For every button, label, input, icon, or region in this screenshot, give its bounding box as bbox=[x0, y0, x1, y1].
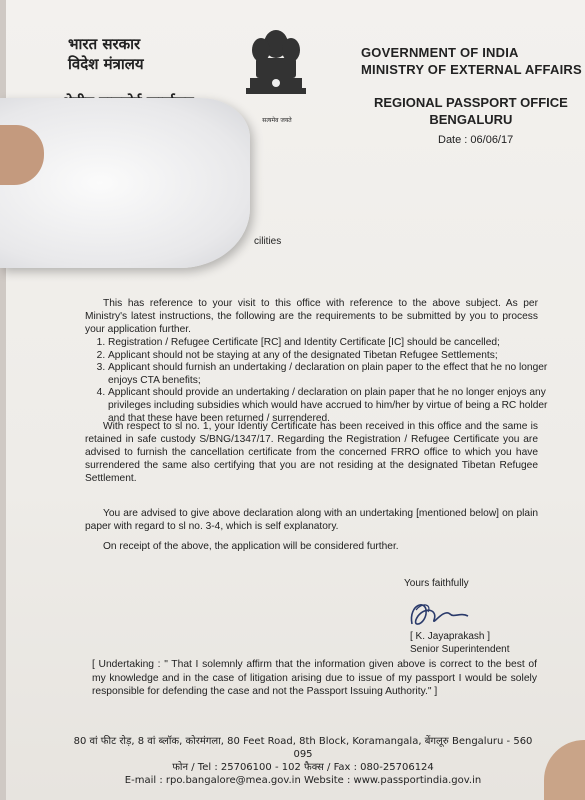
list-item: 2. Applicant should not be staying at any of the designated Tibetan Refugee Settlements; bbox=[108, 350, 553, 363]
subject-fragment: cilities bbox=[254, 236, 282, 247]
hindi-govt-line: भारत सरकार bbox=[68, 35, 141, 53]
list-item: 3. Applicant should furnish an undertaking / declaration on plain paper to the effect that he no longer enjoys CTA benefits; bbox=[108, 362, 553, 387]
footer-address bbox=[68, 735, 538, 787]
undertaking-text: [ Undertaking : " That I solemnly affirm that the information given above is correct to the best of my knowledge and in the case of litigation arising due to issue of my passport I would be solely responsible for defending the case and not the Passport Issuing Authority." ] bbox=[92, 659, 537, 697]
intro-paragraph: This has reference to your visit to this office with reference to the above subject. As per Ministry's latest instructions, the following are the requirements to be submitted by you to process your application further. bbox=[85, 298, 538, 335]
identity-certificate-paragraph: With respect to sl no. 1, your Identiy Certificate has been received in this office and the same is retained in safe custody S/BNG/1347/17. Regarding the Registration / Refugee Certificate you are advised to furnish the cancellation certificate from the concerned FRRO office to which you have surrendered the same also certifying that you are not residing at the designated Tibetan Refugee Settlement. bbox=[85, 421, 538, 484]
receipt-paragraph: On receipt of the above, the application will be considered further. bbox=[103, 541, 399, 552]
national-emblem-icon bbox=[242, 22, 310, 114]
address-line: 80 वां फीट रोड़, 8 वां ब्लॉक, कोरमंगला, 80 Feet Road, 8th Block, Koramangala, बेंगलूरु Bengaluru - 560 095 bbox=[73, 736, 533, 760]
hindi-letterhead bbox=[68, 34, 144, 74]
declaration-paragraph: You are advised to give above declaration along with an undertaking [mentioned below] on plain paper with regard to sl no. 3-4, which is self explanatory. bbox=[85, 508, 538, 532]
office-line1: REGIONAL PASSPORT OFFICE bbox=[374, 95, 568, 110]
signer-block bbox=[410, 630, 510, 656]
english-letterhead bbox=[361, 44, 582, 78]
signature-icon bbox=[398, 594, 478, 634]
signer-name: [ K. Jayaprakash ] bbox=[410, 631, 491, 642]
closing: Yours faithfully bbox=[404, 578, 469, 589]
list-item: 4. Applicant should provide an undertaking / declaration on plain paper that he no longer enjoys any privileges including subsidies which would have accrued to him/her by virtue of being a RC holder and that these have been returned / surrendered. bbox=[108, 387, 553, 425]
govt-of-india: GOVERNMENT OF INDIA bbox=[361, 45, 519, 60]
letter-date: Date : 06/06/17 bbox=[438, 134, 514, 146]
hindi-ministry-line: विदेश मंत्रालय bbox=[68, 55, 144, 73]
emblem-motto: सत्यमेव जयते bbox=[262, 117, 292, 124]
ministry-name: MINISTRY OF EXTERNAL AFFAIRS bbox=[361, 62, 582, 77]
office-name bbox=[374, 94, 568, 128]
list-item: 1. Registration / Refugee Certificate [RC] and Identity Certificate [IC] should be cancelled; bbox=[108, 337, 553, 350]
signer-title: Senior Superintendent bbox=[410, 644, 510, 655]
requirements-list bbox=[92, 337, 553, 425]
phone-line: फोन / Tel : 25706100 - 102 फैक्स / Fax : 080-25706124 bbox=[172, 762, 434, 773]
email-website-line: E-mail : rpo.bangalore@mea.gov.in Website : www.passportindia.gov.in bbox=[124, 775, 482, 786]
covering-paper bbox=[0, 98, 250, 268]
office-line2: BENGALURU bbox=[429, 112, 513, 127]
